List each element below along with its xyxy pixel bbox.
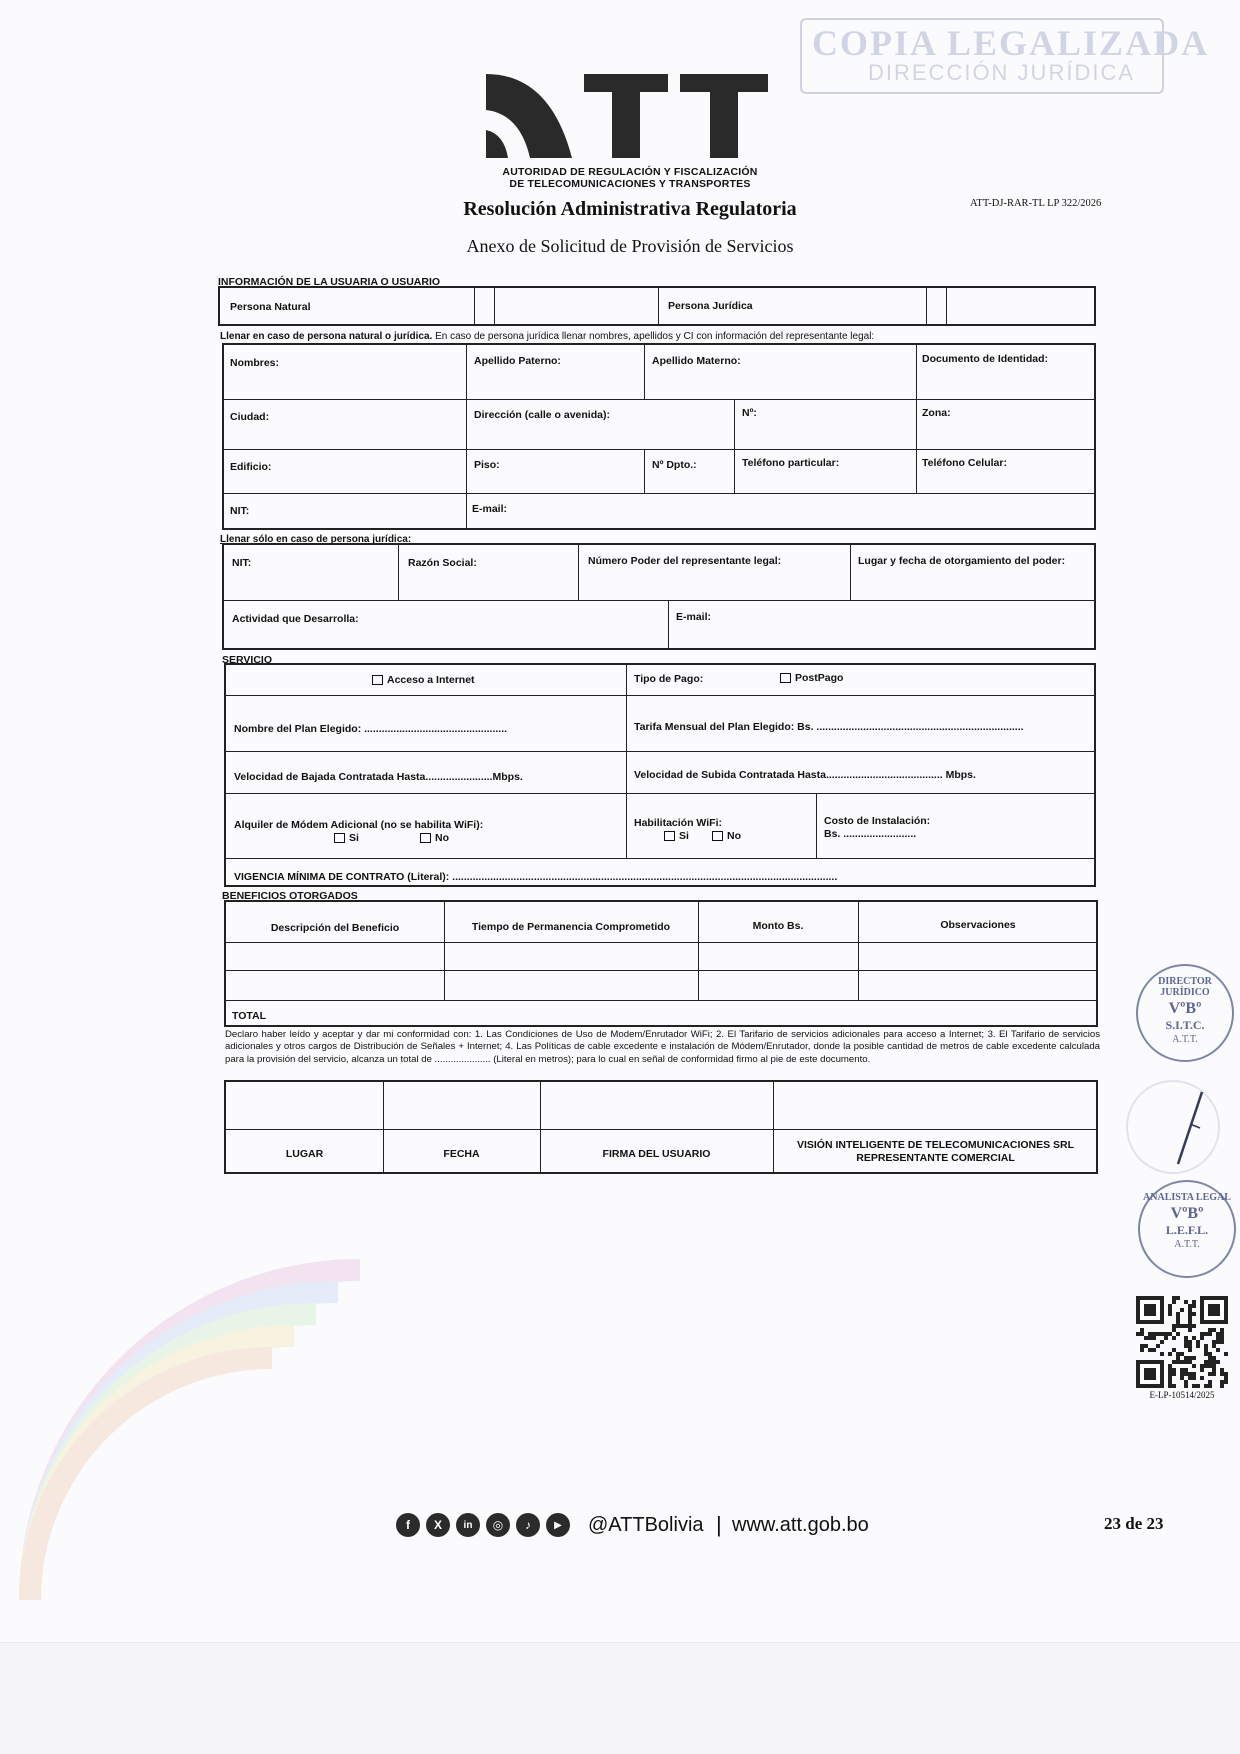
apellido-materno-field[interactable]: Apellido Materno: <box>652 355 741 367</box>
seal-1-title: DIRECTOR JURÍDICO <box>1158 976 1212 998</box>
modem-si-label: Si <box>349 832 359 844</box>
vision-line-1: VISIÓN INTELIGENTE DE TELECOMUNICACIONES SRL <box>796 1139 1075 1151</box>
director-juridico-seal <box>1136 964 1234 1062</box>
modem-no-label: No <box>435 832 449 844</box>
beneficios-table <box>224 900 1098 1027</box>
wifi-no-checkbox[interactable] <box>712 831 723 841</box>
stamp-line-1: COPIA LEGALIZADA <box>812 23 1210 63</box>
section-beneficios: BENEFICIOS OTORGADOS <box>222 890 358 902</box>
fecha-signature-box[interactable] <box>385 1084 538 1127</box>
acceso-internet-label: Acceso a Internet <box>387 674 475 686</box>
header-descripcion: Descripción del Beneficio <box>270 922 400 934</box>
fecha-label: FECHA <box>443 1148 480 1160</box>
persona-juridica-checkbox[interactable] <box>928 288 946 326</box>
authority-name <box>420 166 840 190</box>
annex-title: Anexo de Solicitud de Provisión de Servicios <box>466 236 794 256</box>
wifi-no-label: No <box>727 830 741 842</box>
servicio-table <box>224 663 1096 887</box>
modem-adicional-label: Alquiler de Módem Adicional (no se habilita WiFi): <box>234 819 484 831</box>
modem-si-option[interactable] <box>334 832 359 845</box>
actividad-field[interactable]: Actividad que Desarrolla: <box>232 613 359 625</box>
juridica-nit-field[interactable]: NIT: <box>232 557 252 569</box>
header-observaciones: Observaciones <box>940 919 1016 931</box>
seal-1-vobo: VºBº <box>1168 1000 1202 1017</box>
dpto-field[interactable]: Nº Dpto.: <box>652 459 697 471</box>
costo-instalacion-label: Costo de Instalación: <box>824 815 931 827</box>
facebook-icon[interactable]: f <box>396 1513 420 1537</box>
authority-line-1: AUTORIDAD DE REGULACIÓN Y FISCALIZACIÓN <box>502 166 758 178</box>
ciudad-field[interactable]: Ciudad: <box>230 411 270 423</box>
declaration-text: Declaro haber leído y aceptar y dar mi conformidad con: 1. Las Condiciones de Uso de Modem/Enrutador WiFi; 2. El Tarifario de servicios adicionales para acceso a Internet; 3. El Tarifario de servicios adicionales y otros cargos de Distribución de Señales + Internet; 4. Las Políticas de cable excedente e instalación de Módem/Enrutador, donde la posible cantidad de metros de cable excedente calculada para la provisión del servicio, alcanza un total de ..................... (Literal en metros); para lo cual en señal de conformidad firmo al pie de este documento. <box>225 1029 1100 1065</box>
total-label: TOTAL <box>232 1010 267 1022</box>
att-logo <box>486 74 768 158</box>
juridica-table <box>222 543 1096 650</box>
wifi-no-option[interactable] <box>712 830 741 843</box>
beneficio-row-1-descripcion[interactable] <box>228 944 442 968</box>
vision-label <box>773 1139 1098 1165</box>
seal-2-vobo: VºBº <box>1170 1205 1204 1222</box>
header-monto: Monto Bs. <box>752 920 804 932</box>
firma-signature-box[interactable] <box>542 1084 771 1127</box>
bottom-band <box>0 1642 1240 1754</box>
qr-code-label: E-LP-10514/2025 <box>1149 1390 1215 1400</box>
persona-natural-label: Persona Natural <box>230 301 311 313</box>
modem-si-checkbox[interactable] <box>334 833 345 843</box>
website-link[interactable]: www.att.gob.bo <box>732 1514 869 1536</box>
document-code: ATT-DJ-RAR-TL LP 322/2026 <box>970 198 1102 209</box>
tipo-pago-label: Tipo de Pago: <box>634 673 704 685</box>
acceso-internet-checkbox[interactable] <box>372 675 383 685</box>
header-tiempo-permanencia: Tiempo de Permanencia Comprometido <box>471 921 671 933</box>
linkedin-icon[interactable]: in <box>456 1513 480 1537</box>
persona-juridica-label: Persona Jurídica <box>668 300 753 312</box>
wifi-si-option[interactable] <box>664 830 689 843</box>
seal-1-org: A.T.T. <box>1172 1034 1198 1045</box>
piso-field[interactable]: Piso: <box>474 459 500 471</box>
youtube-icon[interactable]: ▶ <box>546 1513 570 1537</box>
nombres-field[interactable]: Nombres: <box>230 357 280 369</box>
signature-table <box>224 1080 1098 1174</box>
lugar-fecha-poder-field[interactable]: Lugar y fecha de otorgamiento del poder: <box>858 555 1066 567</box>
juridica-note: Llenar sólo en caso de persona jurídica: <box>220 534 412 545</box>
instagram-icon[interactable]: ◎ <box>486 1513 510 1537</box>
x-icon[interactable]: X <box>426 1513 450 1537</box>
wifi-label: Habilitación WiFi: <box>634 817 722 829</box>
juridica-email-field[interactable]: E-mail: <box>676 611 712 623</box>
modem-no-checkbox[interactable] <box>420 833 431 843</box>
acceso-internet-option[interactable] <box>372 674 475 687</box>
seal-1-initials: S.I.T.C. <box>1165 1018 1205 1032</box>
velocidad-subida-field[interactable]: Velocidad de Subida Contratada Hasta........................................ Mbps. <box>634 769 976 781</box>
zona-field[interactable]: Zona: <box>922 407 951 419</box>
plan-elegido-field[interactable]: Nombre del Plan Elegido: ................................................. <box>234 723 508 735</box>
numero-field[interactable]: Nº: <box>742 407 757 419</box>
razon-social-field[interactable]: Razón Social: <box>408 557 477 569</box>
vision-line-2: REPRESENTANTE COMERCIAL <box>856 1152 1015 1164</box>
signature-mark <box>1160 1088 1210 1168</box>
numero-poder-field[interactable]: Número Poder del representante legal: <box>588 555 782 567</box>
personal-data-table <box>222 343 1096 530</box>
social-handle[interactable]: @ATTBolivia <box>588 1514 704 1536</box>
nit-field[interactable]: NIT: <box>230 505 250 517</box>
persona-type-row <box>218 286 1096 326</box>
persona-natural-checkbox[interactable] <box>476 288 494 326</box>
stamp-line-2: DIRECCIÓN JURÍDICA <box>868 60 1136 85</box>
resolution-title: Resolución Administrativa Regulatoria <box>463 198 797 220</box>
footer-separator: | <box>716 1512 722 1537</box>
wifi-si-label: Si <box>679 830 689 842</box>
postpago-option[interactable] <box>780 672 843 685</box>
social-icons <box>396 1513 570 1545</box>
postpago-label: PostPago <box>795 672 844 684</box>
costo-instalacion-field[interactable]: Bs. ......................... <box>824 828 917 840</box>
seal-2-title: ANALISTA LEGAL <box>1143 1192 1231 1203</box>
beneficio-row-2-descripcion[interactable] <box>228 972 442 998</box>
direccion-field[interactable]: Dirección (calle o avenida): <box>474 409 610 421</box>
tarifa-mensual-field[interactable]: Tarifa Mensual del Plan Elegido: Bs. ....................................................................... <box>634 721 1024 733</box>
vigencia-contrato-field[interactable]: VIGENCIA MÍNIMA DE CONTRATO (Literal): .................................................................................................................................... <box>234 871 838 883</box>
seal-2-initials: L.E.F.L. <box>1165 1223 1209 1237</box>
section-servicio: SERVICIO <box>222 654 272 666</box>
velocidad-bajada-field[interactable]: Velocidad de Bajada Contratada Hasta.......................Mbps. <box>234 771 523 783</box>
email-field[interactable]: E-mail: <box>472 503 508 515</box>
section-user-info: INFORMACIÓN DE LA USUARIA O USUARIO <box>218 276 441 288</box>
documento-field[interactable]: Documento de Identidad: <box>922 353 1048 365</box>
lugar-label: LUGAR <box>285 1148 324 1160</box>
user-info-note <box>220 331 874 342</box>
legalization-stamp <box>800 18 1210 94</box>
telefono-celular-field[interactable]: Teléfono Celular: <box>922 457 1007 469</box>
modem-no-option[interactable] <box>420 832 449 845</box>
postpago-checkbox[interactable] <box>780 673 791 683</box>
tiktok-icon[interactable]: ♪ <box>516 1513 540 1537</box>
edificio-field[interactable]: Edificio: <box>230 461 272 473</box>
seal-2-org: A.T.T. <box>1174 1239 1200 1250</box>
qr-code-icon <box>1136 1296 1228 1388</box>
telefono-particular-field[interactable]: Teléfono particular: <box>742 457 840 469</box>
user-info-note-bold: Llenar en caso de persona natural o jurídica. <box>220 331 433 342</box>
apellido-paterno-field[interactable]: Apellido Paterno: <box>474 355 561 367</box>
firma-label: FIRMA DEL USUARIO <box>602 1148 711 1160</box>
page-number: 23 de 23 <box>1104 1514 1164 1533</box>
authority-line-2: DE TELECOMUNICACIONES Y TRANSPORTES <box>509 178 751 190</box>
wifi-si-checkbox[interactable] <box>664 831 675 841</box>
lugar-signature-box[interactable] <box>228 1084 381 1127</box>
analista-legal-seal <box>1138 1180 1236 1278</box>
user-info-note-rest: En caso de persona jurídica llenar nombres, apellidos y CI con información del representante legal: <box>432 331 875 342</box>
